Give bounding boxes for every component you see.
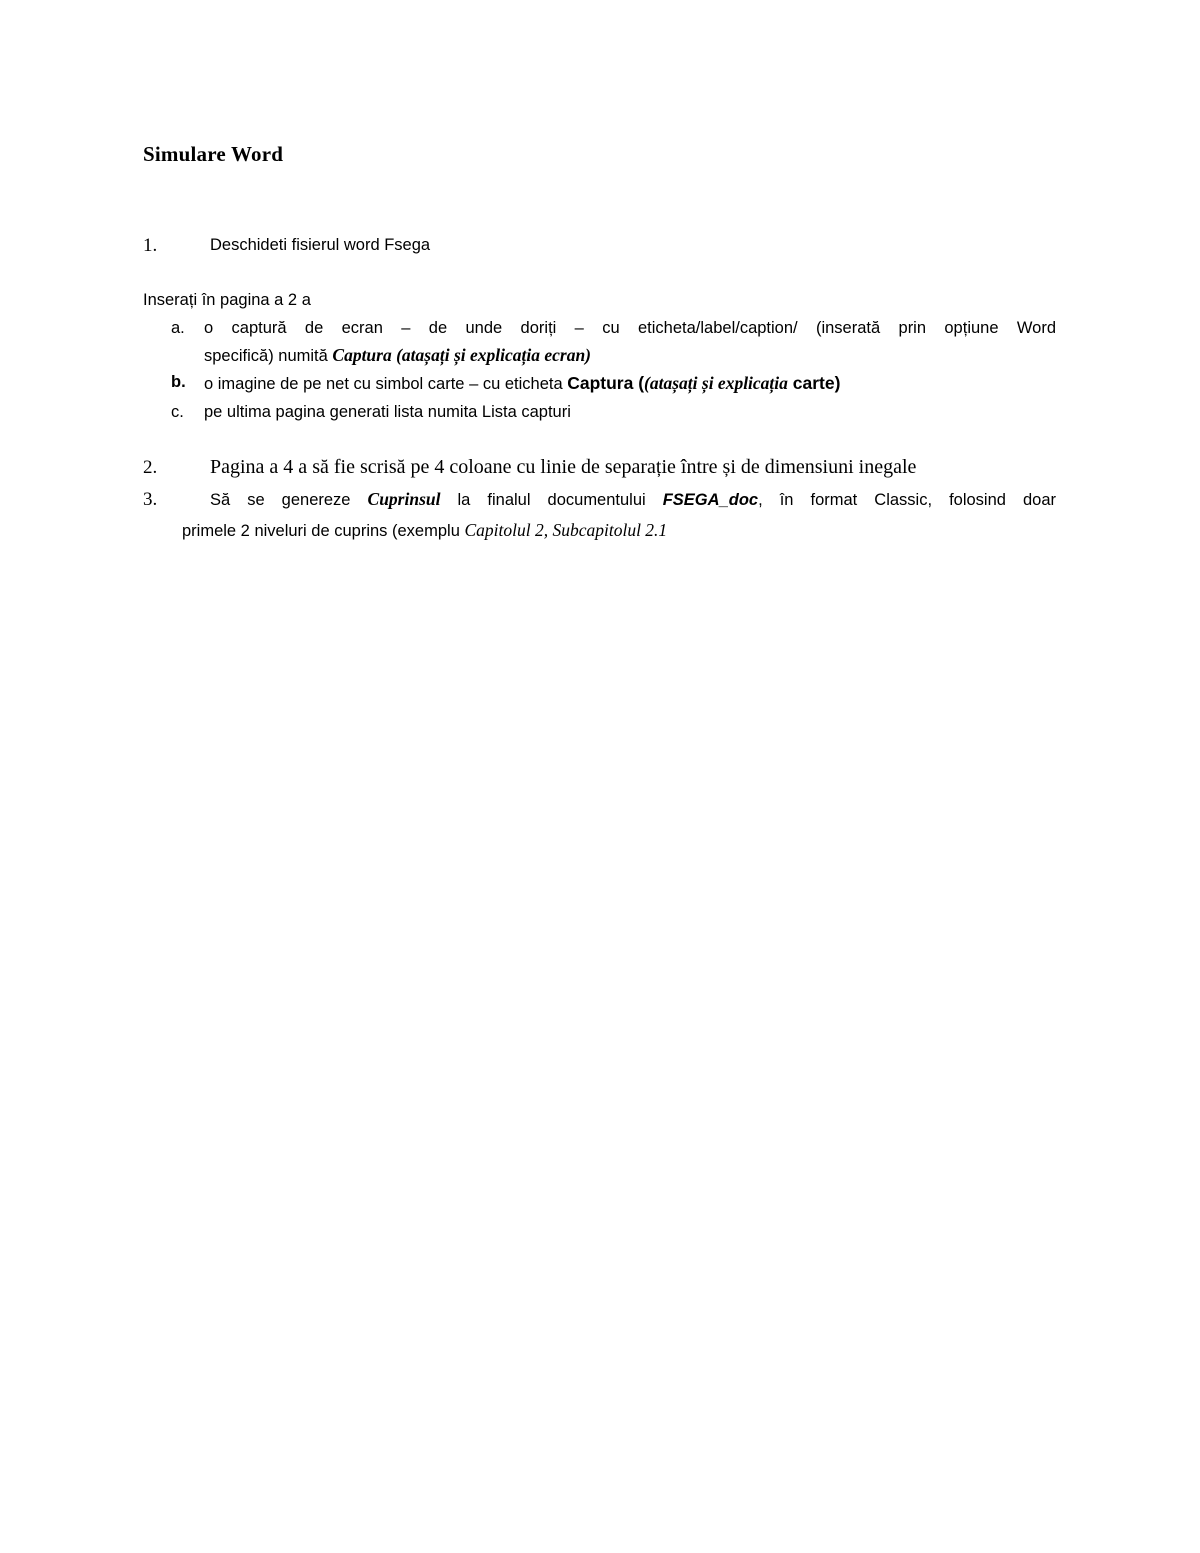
item-3-text-post: , în format Classic, folosind doar [758, 491, 1056, 509]
sub-item-a-line2-text: specifică) numită [204, 347, 333, 365]
item-3-cuprinsul: Cuprinsul [367, 489, 441, 509]
sub-item-b-caption-italic: (atașați și explicația [644, 373, 788, 393]
sub-item-a-line2 [204, 345, 591, 366]
item-2-number: 2. [143, 457, 158, 478]
sub-item-b-line [204, 373, 840, 394]
item-3-fsega-doc: FSEGA_doc [662, 491, 759, 509]
item-2-text: Pagina a 4 a să fie scrisă pe 4 coloane cu linie de separație între și de dimensiuni inegale [210, 456, 917, 478]
item-1-text: Deschideti fisierul word Fsega [210, 236, 431, 254]
sub-item-b-caption-end: carte) [787, 373, 841, 393]
sub-item-b-label: b. [171, 373, 186, 391]
item-3-text-pre: Să se genereze [210, 491, 368, 509]
sub-item-c-text: pe ultima pagina generati lista numita Lista capturi [204, 403, 571, 421]
item-3-example: Capitolul 2, Subcapitolul 2.1 [464, 520, 668, 540]
intro-text: Inserați în pagina a 2 a [143, 291, 311, 309]
sub-item-a-line1: o captură de ecran – de unde doriți – cu eticheta/label/caption/ (inserată prin opțiune Word [204, 319, 1056, 337]
item-3-number: 3. [143, 489, 158, 510]
sub-item-b-text: o imagine de pe net cu simbol carte – cu eticheta [204, 375, 568, 393]
item-3-text-mid: la finalul documentului [440, 491, 663, 509]
item-3-line2 [182, 520, 667, 541]
item-3-line2-text: primele 2 niveluri de cuprins (exemplu [182, 522, 465, 540]
sub-item-c-label: c. [171, 403, 184, 421]
sub-item-b-caption: Captura ( [567, 373, 645, 393]
sub-item-a-label: a. [171, 319, 185, 337]
document-title: Simulare Word [143, 142, 284, 166]
item-3-line1 [210, 489, 1056, 510]
sub-item-a-caption: Captura (atașați și explicația ecran) [332, 345, 592, 365]
item-1-number: 1. [143, 235, 158, 256]
